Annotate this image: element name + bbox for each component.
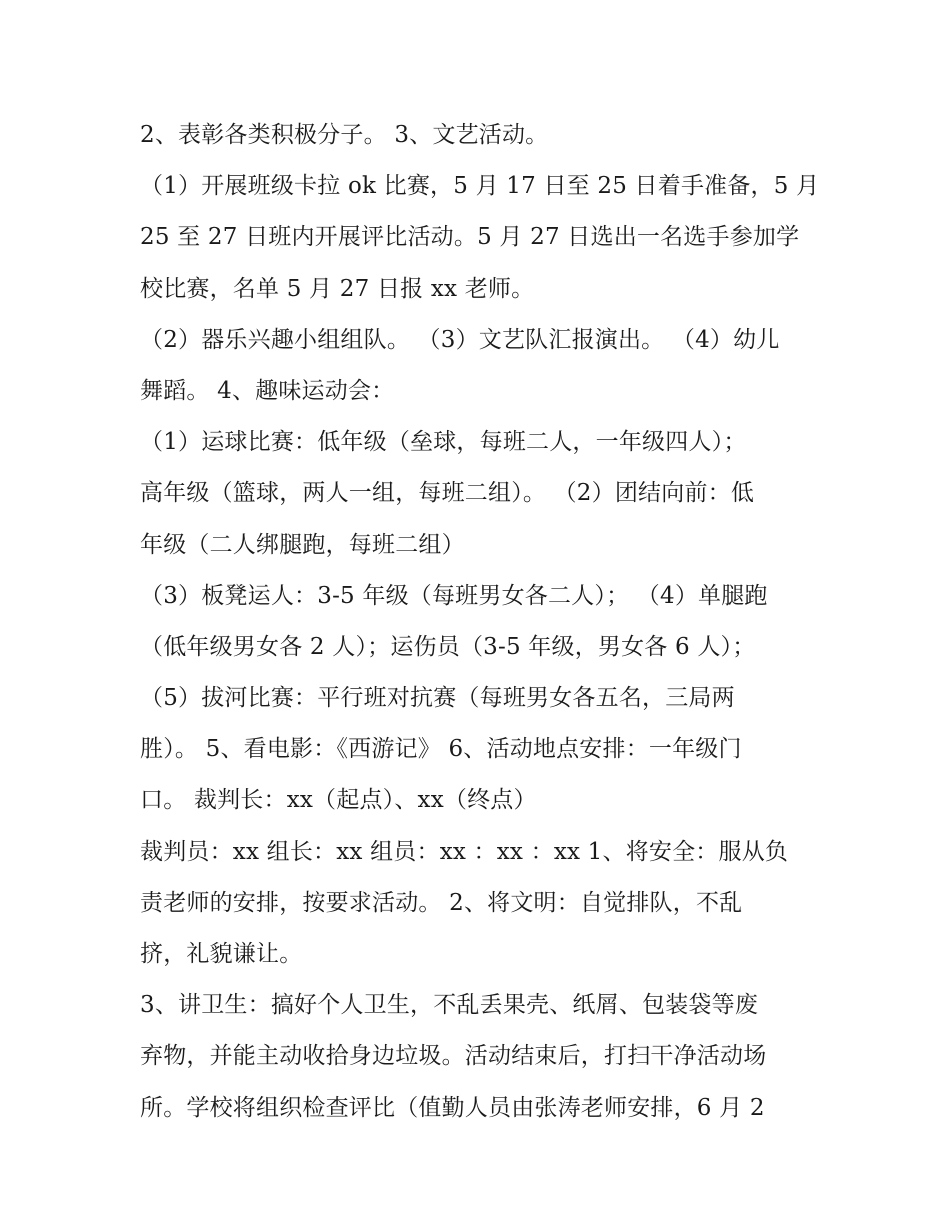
text-line: 所。学校将组织检查评比（值勤人员由张涛老师安排，6 月 2 (140, 1094, 765, 1121)
text-line: 3、讲卫生：搞好个人卫生，不乱丢果壳、纸屑、包装袋等废 (140, 992, 759, 1019)
text-line: 2、表彰各类积极分子。 3、文艺活动。 (140, 122, 549, 148)
document-body (140, 110, 820, 1134)
text-line: 校比赛，名单 5 月 27 日报 xx 老师。 (140, 275, 535, 302)
text-line: （2）器乐兴趣小组组队。 （3）文艺队汇报演出。 （4）幼儿 (140, 326, 780, 353)
text-line: （3）板凳运人：3-5 年级（每班男女各二人）； （4）单腿跑 (140, 582, 768, 609)
text-line: 高年级（篮球，两人一组，每班二组）。 （2）团结向前：低 (140, 480, 755, 507)
text-line: 口。 裁判长：xx（起点）、xx（终点） (140, 787, 537, 814)
text-line: （5）拔河比赛：平行班对抗赛（每班男女各五名，三局两 (140, 685, 735, 712)
text-line: 胜）。 5、看电影：《西游记》 6、活动地点安排：一年级门 (140, 736, 742, 763)
text-line: 25 至 27 日班内开展评比活动。5 月 27 日选出一名选手参加学 (140, 224, 800, 251)
text-line: 裁判员：xx 组长：xx 组员：xx ：xx ：xx 1、将安全：服从负 (140, 838, 789, 865)
text-line: 舞蹈。 4、趣味运动会： (140, 377, 395, 404)
text-line: 弃物，并能主动收拾身边垃圾。活动结束后，打扫干净活动场 (140, 1043, 767, 1070)
text-line: 挤，礼貌谦让。 (140, 941, 303, 967)
text-line: 责老师的安排，按要求活动。 2、将文明：自觉排队，不乱 (140, 889, 743, 916)
text-line: （1）开展班级卡拉 ok 比赛，5 月 17 日至 25 日着手准备，5 月 (140, 173, 820, 200)
text-line: 年级（二人绑腿跑，每班二组） (140, 531, 465, 558)
text-line: （低年级男女各 2 人）；运伤员（3-5 年级，男女各 6 人）； (140, 633, 756, 660)
text-line: （1）运球比赛：低年级（垒球，每班二人，一年级四人）； (140, 429, 747, 456)
